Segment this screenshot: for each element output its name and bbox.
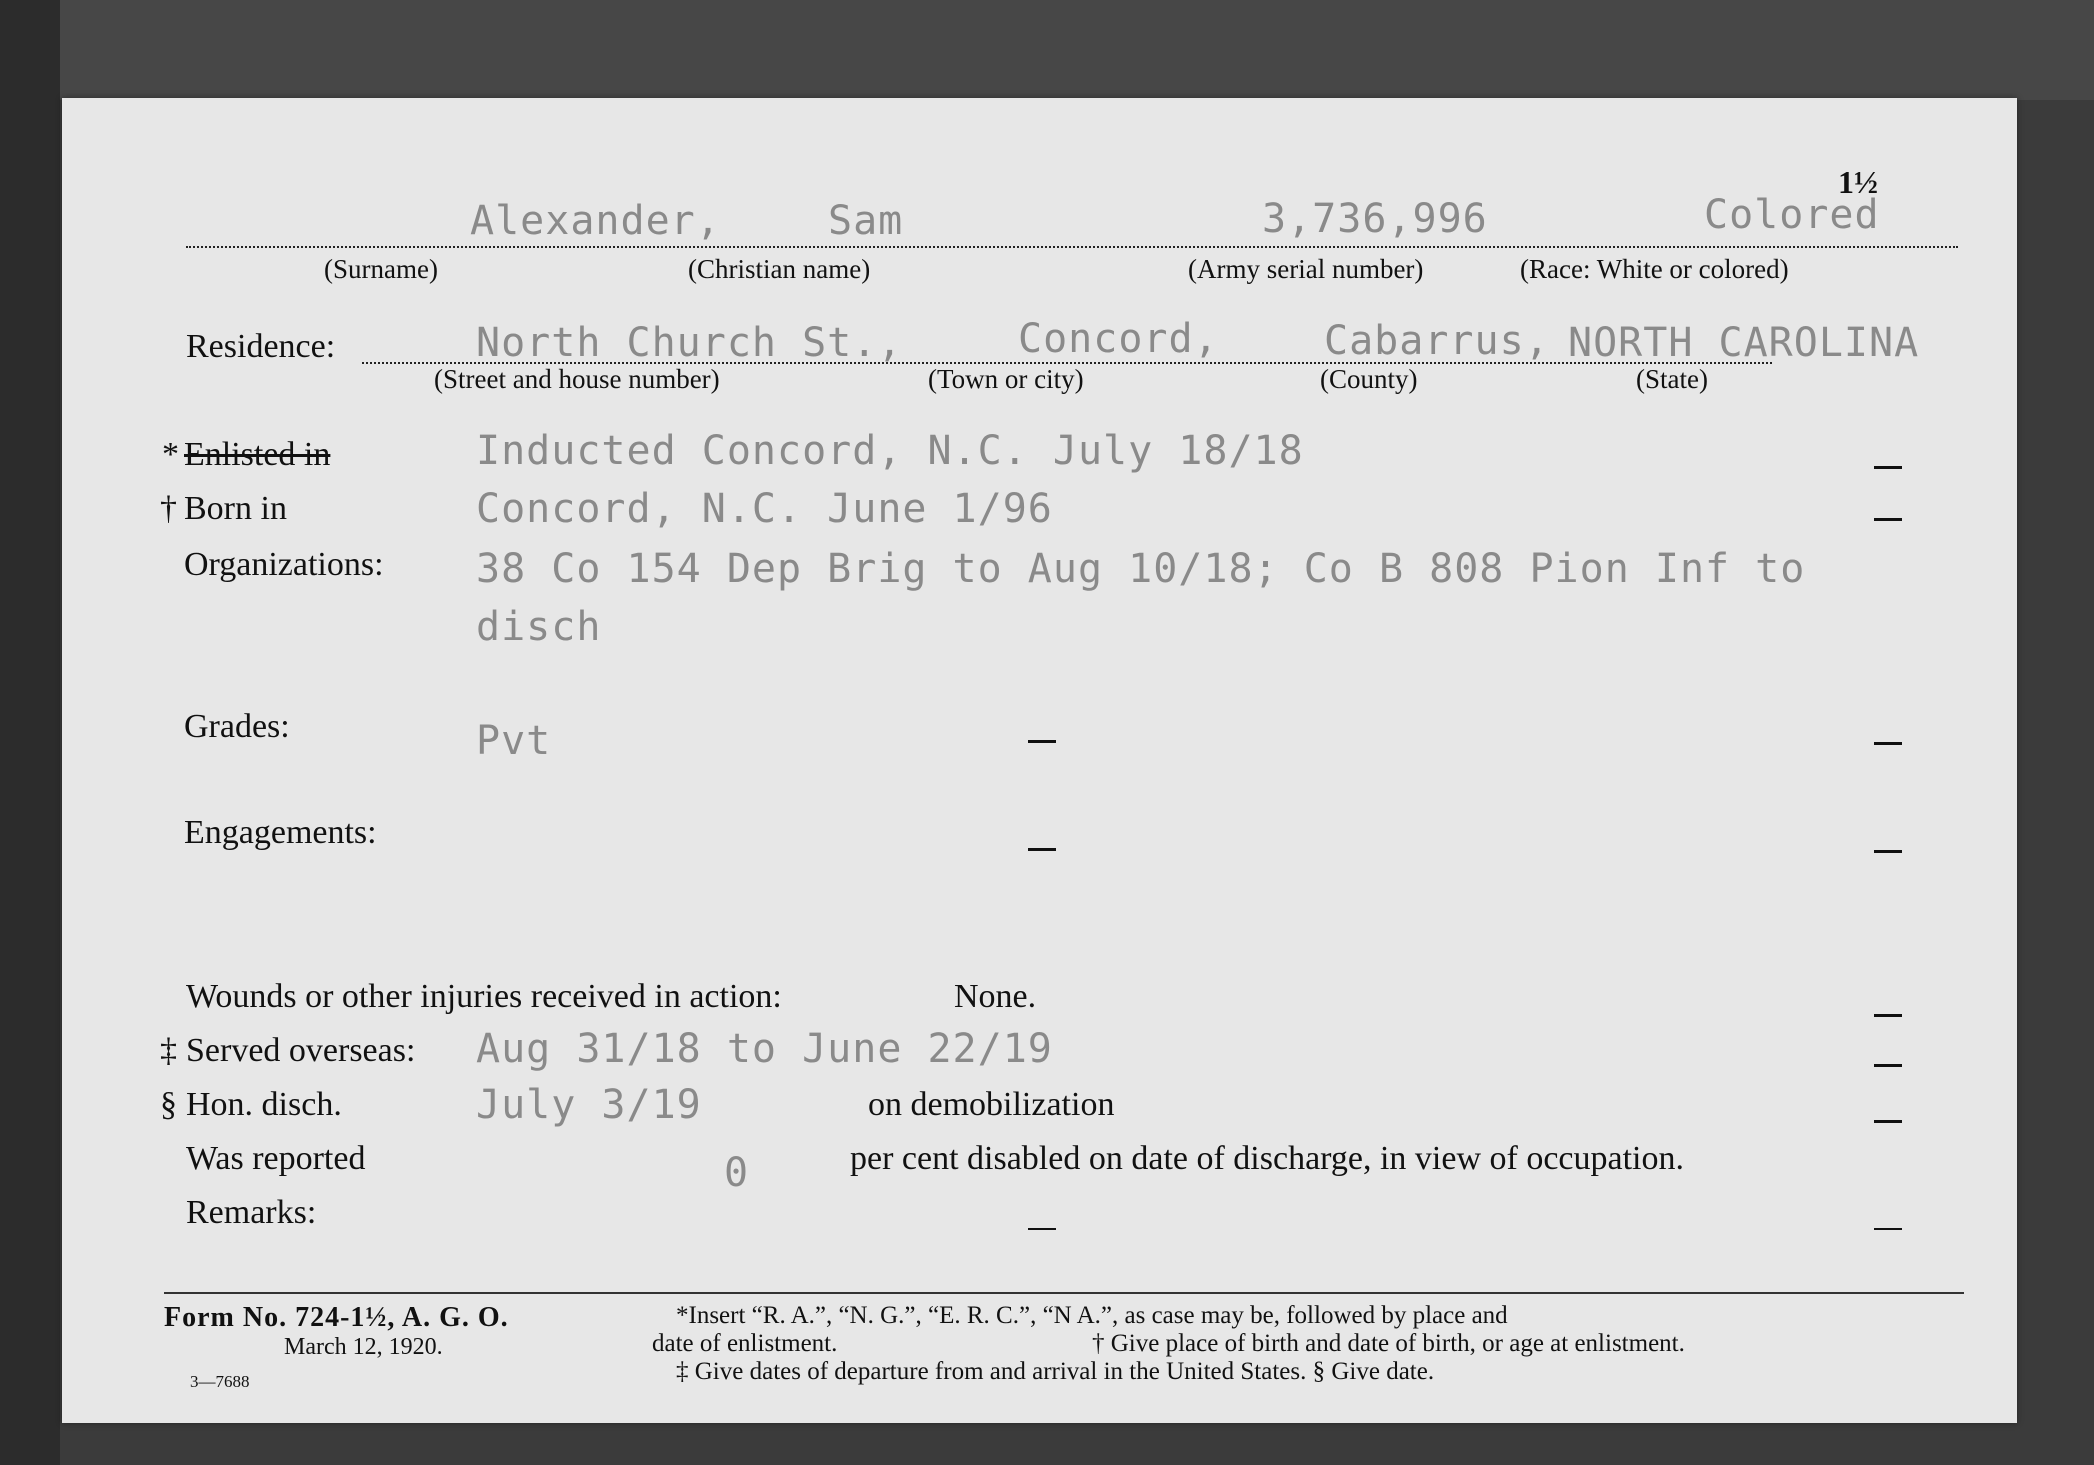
engagements-label: Engagements: xyxy=(184,814,377,851)
born-label: Born in xyxy=(184,490,287,527)
caption-race: (Race: White or colored) xyxy=(1520,254,1789,284)
caption-county: (County) xyxy=(1320,364,1418,394)
hon-disch-label: Hon. disch. xyxy=(186,1086,342,1123)
overseas-dash xyxy=(1874,1064,1902,1067)
footnote-line-2a: date of enlistment. xyxy=(652,1330,838,1357)
enlisted-value: Inducted Concord, N.C. July 18/18 xyxy=(476,428,1304,474)
record-card xyxy=(62,98,2017,1423)
residence-label: Residence: xyxy=(186,328,336,365)
footer-rule xyxy=(164,1292,1964,1294)
born-dash xyxy=(1874,518,1902,521)
hon-disch-suffix: on demobilization xyxy=(868,1086,1115,1123)
overseas-label: Served overseas: xyxy=(186,1032,416,1069)
form-date: March 12, 1920. xyxy=(284,1334,443,1360)
town-value: Concord, xyxy=(1018,316,1219,362)
surname-value: Alexander, xyxy=(470,198,721,244)
footnote-line-3: ‡ Give dates of departure from and arrival in the United States. § Give date. xyxy=(676,1358,1435,1385)
born-value: Concord, N.C. June 1/96 xyxy=(476,486,1053,532)
remarks-label: Remarks: xyxy=(186,1194,317,1231)
county-value: Cabarrus, xyxy=(1324,318,1550,364)
reported-label: Was reported xyxy=(186,1140,366,1177)
reported-suffix: per cent disabled on date of discharge, in view of occupation. xyxy=(850,1140,1684,1177)
caption-surname: (Surname) xyxy=(324,254,438,284)
christian-name-value: Sam xyxy=(828,198,904,244)
engagements-dash xyxy=(1874,850,1902,853)
print-code: 3—7688 xyxy=(190,1372,250,1391)
hon-disch-value: July 3/19 xyxy=(476,1082,702,1128)
born-mark: † xyxy=(160,490,177,527)
street-value: North Church St., xyxy=(476,320,903,366)
reported-value: 0 xyxy=(724,1150,750,1196)
caption-christian-name: (Christian name) xyxy=(688,254,871,284)
overseas-value: Aug 31/18 to June 22/19 xyxy=(476,1026,1053,1072)
overseas-mark: ‡ xyxy=(160,1032,177,1069)
caption-state: (State) xyxy=(1636,364,1708,394)
race-value: Colored xyxy=(1704,192,1880,238)
organizations-line-1: 38 Co 154 Dep Brig to Aug 10/18; Co B 808 Pion Inf to xyxy=(476,546,1806,592)
state-value: NORTH CAROLINA xyxy=(1568,320,1920,366)
hon-disch-mark: § xyxy=(160,1086,177,1123)
enlisted-dash xyxy=(1874,466,1902,469)
wounds-value: None. xyxy=(954,978,1037,1015)
remarks-dash xyxy=(1874,1228,1902,1230)
hon-disch-dash xyxy=(1874,1120,1902,1123)
name-line xyxy=(186,246,1958,248)
organizations-line-2: disch xyxy=(476,604,602,650)
background-top xyxy=(0,0,2094,100)
wounds-dash xyxy=(1874,1014,1902,1017)
caption-street: (Street and house number) xyxy=(434,364,720,394)
engagements-mid-dash xyxy=(1028,848,1056,851)
footnote-line-2b: † Give place of birth and date of birth, or age at enlistment. xyxy=(1092,1330,1685,1357)
serial-number-value: 3,736,996 xyxy=(1262,196,1488,242)
background-left xyxy=(0,0,60,1465)
organizations-label: Organizations: xyxy=(184,546,384,583)
grades-value: Pvt xyxy=(476,718,552,764)
caption-town: (Town or city) xyxy=(928,364,1084,394)
enlisted-label: Enlisted in xyxy=(184,436,331,473)
grades-mid-dash xyxy=(1028,740,1056,743)
enlisted-mark: * xyxy=(162,436,179,473)
wounds-label: Wounds or other injuries received in action: xyxy=(186,978,782,1015)
remarks-mid-dash xyxy=(1028,1228,1056,1230)
caption-serial-number: (Army serial number) xyxy=(1188,254,1424,284)
footnote-line-1: *Insert “R. A.”, “N. G.”, “E. R. C.”, “N A.”, as case may be, followed by place and xyxy=(676,1302,1508,1329)
corner-mark: 1½ xyxy=(1838,164,1878,200)
grades-label: Grades: xyxy=(184,708,290,745)
form-number: Form No. 724-1½, A. G. O. xyxy=(164,1302,509,1333)
grades-dash xyxy=(1874,742,1902,745)
